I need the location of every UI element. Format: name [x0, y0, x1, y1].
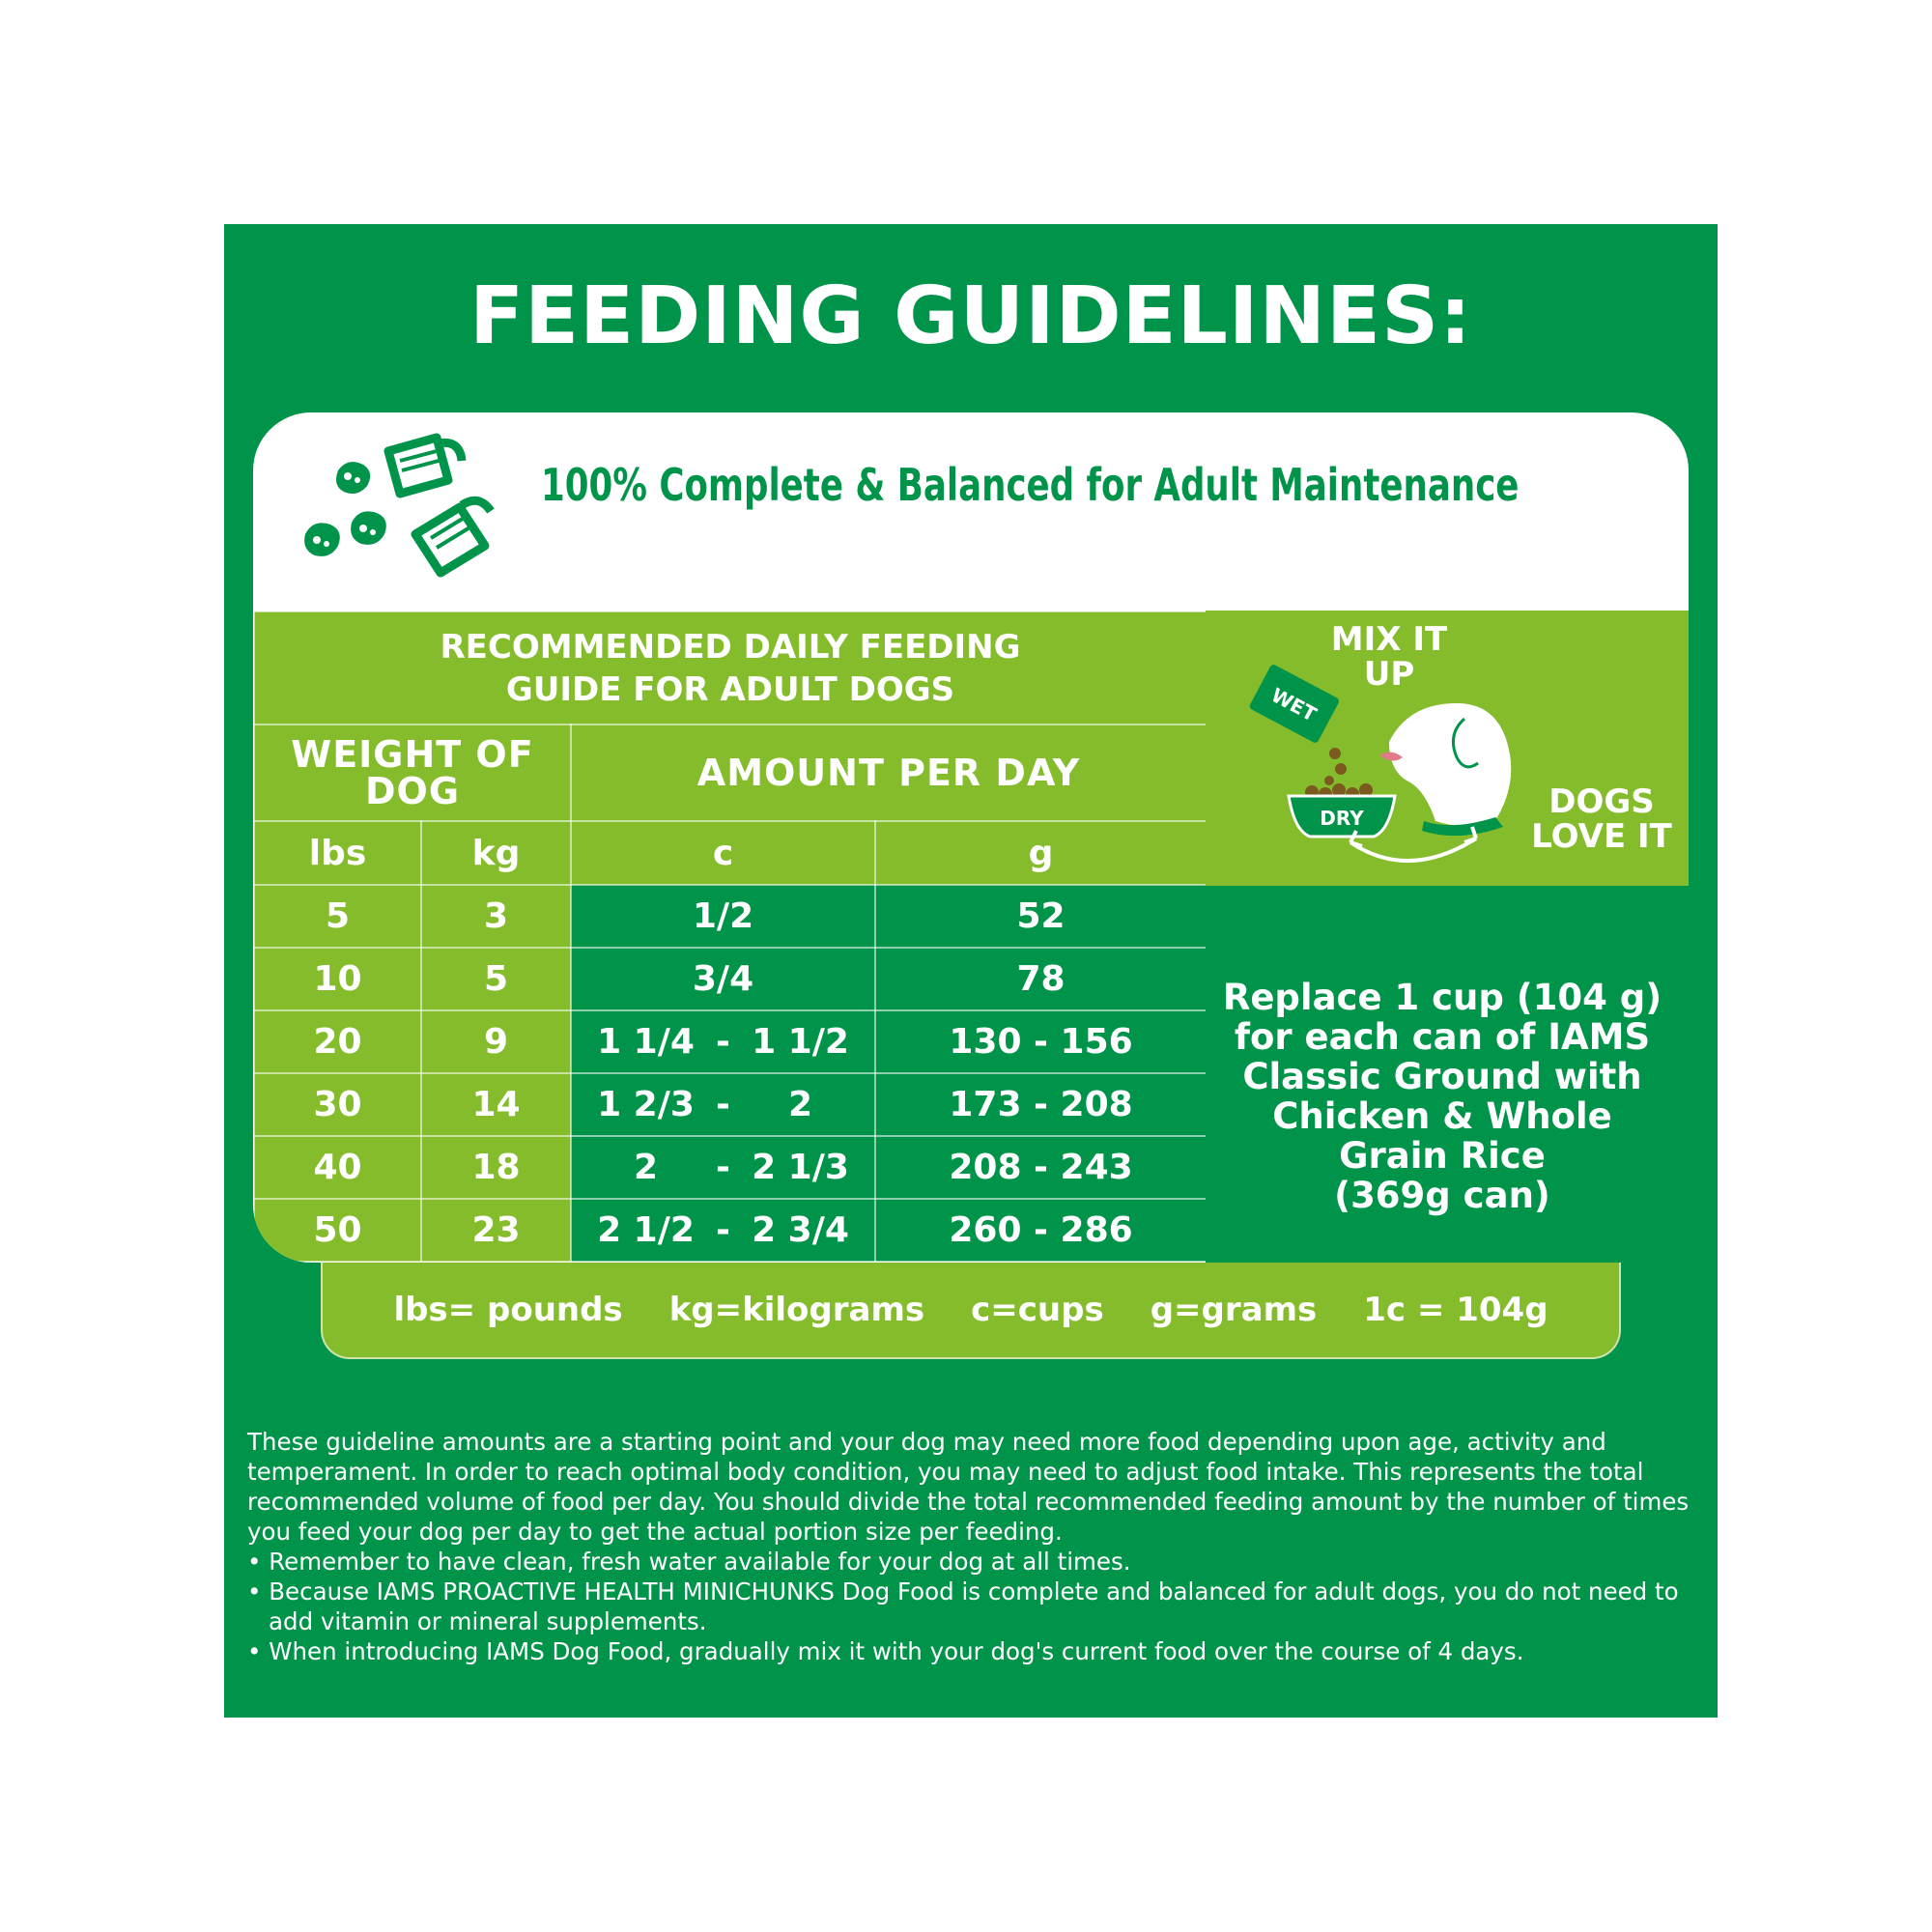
weight-header: WEIGHT OF DOG: [254, 724, 571, 821]
cell-kg: 18: [421, 1136, 571, 1199]
cell-grams: 173 - 208: [875, 1073, 1207, 1136]
subtitle: 100% Complete & Balanced for Adult Maintenance: [541, 459, 1520, 511]
cell-cups: 1 2/3 - 2: [571, 1073, 875, 1136]
column-header-cups: c: [571, 821, 875, 885]
cell-grams: 260 - 286: [875, 1199, 1207, 1262]
dog-bowl-illustration: [1235, 649, 1553, 881]
dogs-love-it-label: DOGS LOVE IT: [1531, 782, 1672, 856]
cell-cups: 2 - 2 1/3: [571, 1136, 875, 1199]
mix-it-up-label: MIX IT UP: [1330, 620, 1448, 694]
column-header-grams: g: [875, 821, 1207, 885]
cell-cups: 2 1/2 - 2 3/4: [571, 1199, 875, 1262]
feeding-table: [253, 611, 1208, 1263]
replace-cup-text: Replace 1 cup (104 g) for each can of IAMS Classic Ground with Chicken & Whole Grain Rice (369g can): [1222, 977, 1662, 1216]
legend-item-pounds: lbs= pounds: [393, 1291, 623, 1329]
cell-grams: 208 - 243: [875, 1136, 1207, 1199]
legend-item-cups: c=cups: [971, 1291, 1104, 1329]
cell-lbs: 40: [254, 1136, 421, 1199]
cell-lbs: 20: [254, 1010, 421, 1073]
notes-bullet: • Remember to have clean, fresh water available for your dog at all times.: [247, 1548, 1131, 1576]
notes-intro: These guideline amounts are a starting point and your dog may need more food depending upon age, activity and temperament. In order to reach optimal body condition, you may need to adjust food intake. This represents the total recommended volume of food per day. You should divide the total recommended feeding amount by the number of times you feed your dog per day to get the actual portion size per feeding.: [247, 1428, 1690, 1546]
cell-lbs: 10: [254, 948, 421, 1010]
table-row: [254, 885, 1207, 948]
cell-kg: 3: [421, 885, 571, 948]
cell-kg: 5: [421, 948, 571, 1010]
feeding-guidelines-panel: [224, 224, 1718, 1718]
cell-grams: 52: [875, 885, 1207, 948]
table-row: [254, 948, 1207, 1010]
feeding-table-wrap: [253, 611, 1206, 1263]
legend-item-kilograms: kg=kilograms: [668, 1291, 925, 1329]
cell-lbs: 5: [254, 885, 421, 948]
cell-cups: 1/2: [571, 885, 875, 948]
cell-cups: 3/4: [571, 948, 875, 1010]
kibble-and-cup-icon: [292, 430, 504, 594]
page-title: FEEDING GUIDELINES:: [469, 270, 1472, 362]
cell-grams: 130 - 156: [875, 1010, 1207, 1073]
table-row: [254, 1136, 1207, 1199]
svg-text:WET: WET: [1266, 683, 1321, 726]
legend-item-cup-conversion: 1c = 104g: [1363, 1291, 1548, 1329]
cell-kg: 23: [421, 1199, 571, 1262]
table-row: [254, 1199, 1207, 1262]
notes-bullet: • When introducing IAMS Dog Food, gradually mix it with your dog's current food over the course of 4 days.: [247, 1637, 1524, 1665]
column-header-kg: kg: [421, 821, 571, 885]
notes-bullet: • Because IAMS PROACTIVE HEALTH MINICHUNKS Dog Food is complete and balanced for adult dogs, you do not need to add vitamin or mineral supplements.: [247, 1577, 1679, 1635]
table-row: [254, 1073, 1207, 1136]
column-header-lbs: lbs: [254, 821, 421, 885]
amount-header: AMOUNT PER DAY: [571, 724, 1207, 821]
cell-lbs: 30: [254, 1073, 421, 1136]
cell-grams: 78: [875, 948, 1207, 1010]
units-legend: [321, 1263, 1621, 1359]
cell-kg: 9: [421, 1010, 571, 1073]
svg-text:DRY: DRY: [1320, 807, 1364, 830]
mix-it-up-section: [1206, 611, 1689, 886]
legend-item-grams: g=grams: [1150, 1291, 1318, 1329]
cell-lbs: 50: [254, 1199, 421, 1262]
feeding-notes: [247, 1427, 1696, 1666]
table-main-header: RECOMMENDED DAILY FEEDING GUIDE FOR ADULT DOGS: [254, 611, 1207, 724]
table-row: [254, 1010, 1207, 1073]
cell-cups: 1 1/4 - 1 1/2: [571, 1010, 875, 1073]
replace-cup-section: [1206, 886, 1689, 1263]
cell-kg: 14: [421, 1073, 571, 1136]
